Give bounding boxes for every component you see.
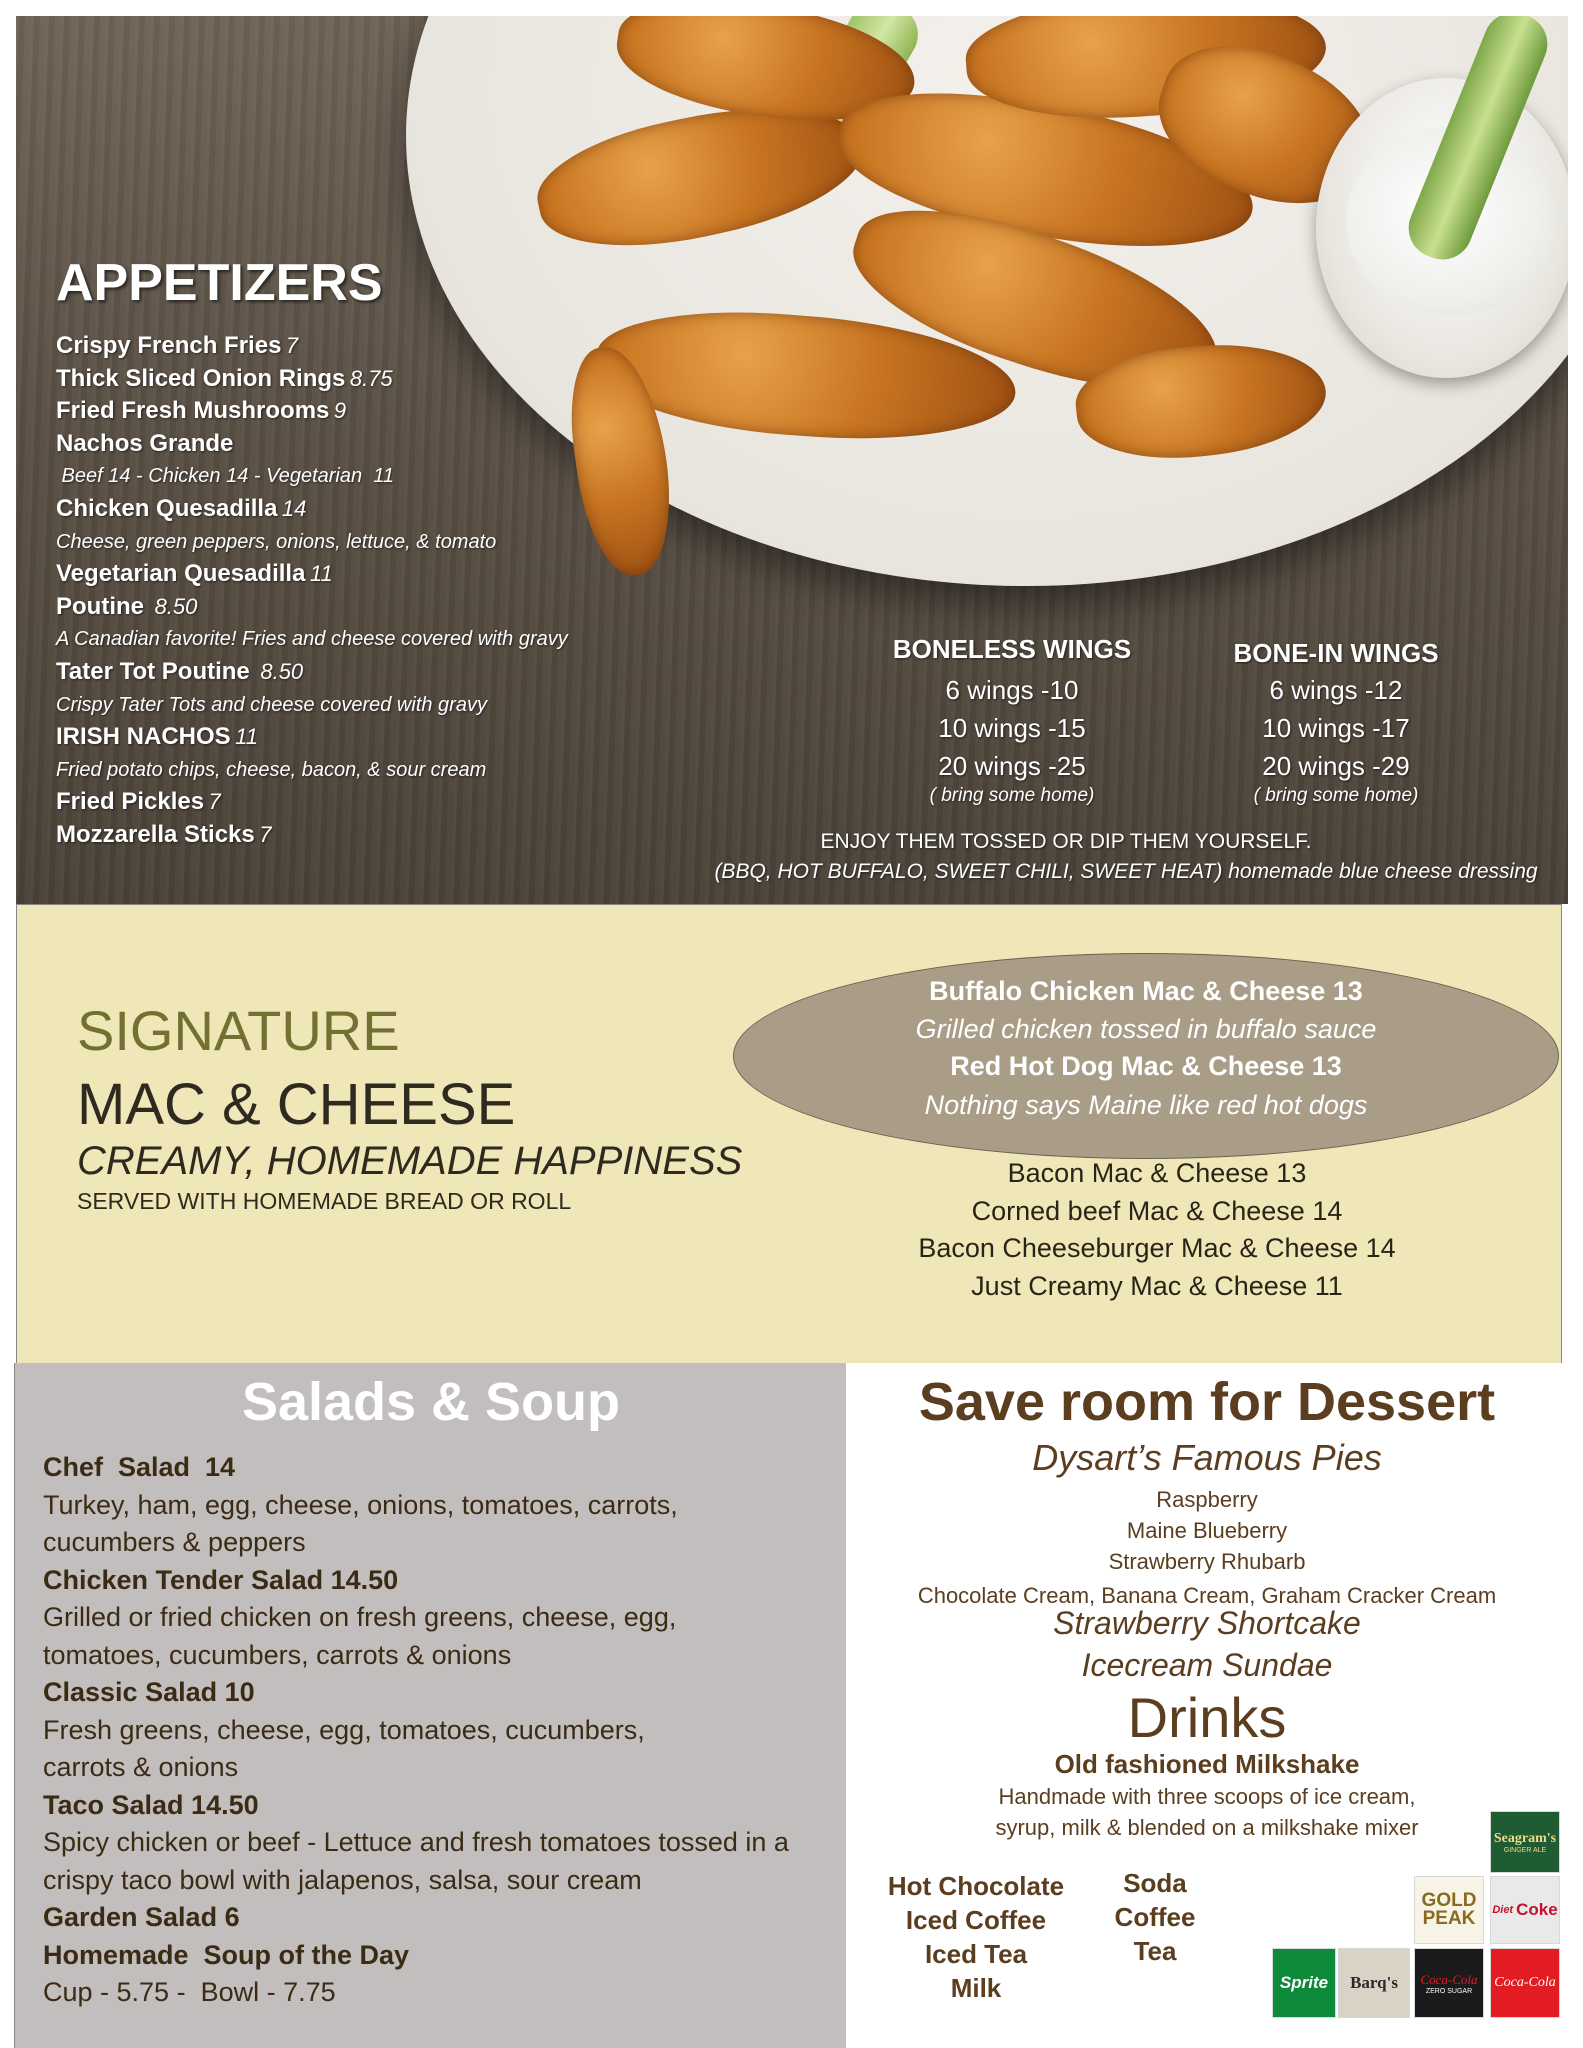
item-price: 7 <box>259 821 272 847</box>
gold-peak-logo <box>1414 1876 1484 1944</box>
appetizer-description <box>56 754 568 787</box>
drinks-column-1 <box>876 1869 1076 2005</box>
appetizer-item <box>56 721 568 754</box>
item-name: Crispy French Fries <box>56 332 282 359</box>
item-price: 8.50 <box>148 593 198 619</box>
dessert-title: Save room for Dessert <box>918 1372 1496 1432</box>
featured-mac-oval <box>733 953 1559 1159</box>
featured-item-description: Nothing says Maine like red hot dogs <box>924 1090 1368 1120</box>
bone-in-wings-section <box>1186 638 1486 807</box>
coca-cola-zero-logo-subtext: ZERO SUGAR <box>1425 1987 1473 1995</box>
item-description: Fried potato chips, cheese, bacon, & sour cream <box>56 758 487 781</box>
appetizer-description <box>56 460 568 493</box>
wing-price-line: 6 wings -12 <box>1269 675 1403 705</box>
item-name: Nachos Grande <box>56 429 234 457</box>
sprite-logo <box>1272 1948 1336 2018</box>
coca-cola-logo-text: Coca-Cola <box>1494 1975 1556 1990</box>
appetizer-description <box>56 526 568 559</box>
wing-price-line: 6 wings -10 <box>945 675 1079 705</box>
wing-note: ( bring some home) <box>1253 785 1419 806</box>
item-name: Fried Fresh Mushrooms <box>56 397 330 425</box>
salad-description: Spicy chicken or beef - Lettuce and fresh tomatoes tossed in a <box>43 1827 789 1857</box>
salad-description: Turkey, ham, egg, cheese, onions, tomatoes, carrots, <box>43 1489 678 1520</box>
item-name: Vegetarian Quesadilla <box>56 560 306 588</box>
appetizer-item <box>56 656 568 689</box>
coca-cola-zero-logo-text: Coca-Cola <box>1420 1971 1478 1987</box>
pies-list <box>846 1484 1568 1611</box>
mac-title: MAC & CHEESE <box>77 1072 516 1137</box>
wing-price-line: 20 wings -25 <box>938 751 1086 781</box>
coca-cola-logo <box>1490 1948 1560 2018</box>
milkshake-desc-line: syrup, milk & blended on a milkshake mixer <box>995 1815 1419 1840</box>
item-name: Tater Tot Poutine <box>56 657 250 685</box>
appetizers-panel <box>16 16 1568 904</box>
pie-item: Chocolate Cream, Banana Cream, Graham Cracker Cream <box>917 1583 1497 1608</box>
mac-served-note: SERVED WITH HOMEMADE BREAD OR ROLL <box>77 1188 572 1214</box>
boneless-wings-title: BONELESS WINGS <box>892 634 1132 664</box>
pie-item: Raspberry <box>1156 1487 1258 1512</box>
drink-item: Milk <box>950 1973 1002 2003</box>
mac-item: Just Creamy Mac & Cheese 11 <box>971 1270 1343 1301</box>
seagrams-logo-subtext: GINGER ALE <box>1503 1846 1547 1854</box>
item-name: Thick Sliced Onion Rings <box>56 364 346 392</box>
mac-item: Bacon Mac & Cheese 13 <box>1007 1158 1307 1188</box>
salad-name: Chicken Tender Salad 14.50 <box>43 1564 399 1595</box>
sundae-item: Icecream Sundae <box>1081 1647 1333 1683</box>
pies-title: Dysart’s Famous Pies <box>1032 1437 1382 1478</box>
item-price: 8.75 <box>349 365 393 391</box>
gold-peak-logo-text: GOLD PEAK <box>1421 1890 1477 1929</box>
item-name: Chicken Quesadilla <box>56 494 278 522</box>
drinks-title: Drinks <box>1127 1686 1287 1749</box>
diet-coke-logo-text: Coke <box>1516 1900 1558 1919</box>
appetizer-item <box>56 395 568 428</box>
coca-cola-zero-logo <box>1414 1948 1484 2018</box>
mac-item: Bacon Cheeseburger Mac & Cheese 14 <box>918 1233 1396 1263</box>
item-description: A Canadian favorite! Fries and cheese covered with gravy <box>56 628 568 651</box>
item-description: Cheese, green peppers, onions, lettuce, & tomato <box>56 530 497 553</box>
salads-soup-panel <box>14 1363 847 2048</box>
salad-description: Grilled or fried chicken on fresh greens, cheese, egg, <box>43 1602 677 1632</box>
item-price: 11 <box>235 724 258 750</box>
appetizer-item <box>56 558 568 591</box>
appetizer-item <box>56 330 568 363</box>
appetizer-item <box>56 819 568 852</box>
diet-coke-logo-prefix: Diet <box>1492 1904 1514 1916</box>
seagrams-logo <box>1490 1811 1560 1873</box>
appetizers-title: APPETIZERS <box>56 254 383 312</box>
featured-item-name: Buffalo Chicken Mac & Cheese 13 <box>929 976 1363 1006</box>
item-description: Beef 14 - Chicken 14 - Vegetarian 11 <box>56 465 394 488</box>
barqs-logo <box>1338 1948 1410 2018</box>
bone-in-wings-title: BONE-IN WINGS <box>1233 638 1439 668</box>
appetizer-item <box>56 363 568 396</box>
drink-item: Tea <box>1133 1936 1177 1966</box>
salad-name: Garden Salad 6 <box>43 1902 240 1932</box>
drink-item: Soda <box>1123 1868 1187 1898</box>
signature-label: SIGNATURE <box>77 999 400 1062</box>
salad-name: Chef Salad 14 <box>43 1452 236 1482</box>
appetizer-item <box>56 493 568 526</box>
mac-and-cheese-panel <box>16 904 1562 1364</box>
item-description: Crispy Tater Tots and cheese covered with gravy <box>56 693 487 716</box>
wing-note: ( bring some home) <box>929 785 1095 806</box>
wing-price-line: 20 wings -29 <box>1262 751 1410 781</box>
item-price: 7 <box>285 333 299 358</box>
milkshake-description <box>846 1781 1568 1843</box>
item-price: 7 <box>208 789 221 815</box>
item-price: 14 <box>281 495 307 521</box>
mac-list <box>897 1155 1417 1305</box>
milkshake-title: Old fashioned Milkshake <box>1054 1749 1360 1779</box>
featured-item-description: Grilled chicken tossed in buffalo sauce <box>915 1014 1377 1044</box>
wings-sauces-text: (BBQ, HOT BUFFALO, SWEET CHILI, SWEET HEAT) homemade blue cheese dressing <box>714 860 1538 883</box>
appetizer-item <box>56 786 568 819</box>
salad-name: Classic Salad 10 <box>43 1677 255 1707</box>
salads-list <box>43 1449 843 2012</box>
diet-coke-logo <box>1490 1876 1560 1944</box>
salad-name: Taco Salad 14.50 <box>43 1789 259 1820</box>
dessert-drinks-panel <box>846 1363 1568 2048</box>
drink-item: Iced Coffee <box>905 1905 1047 1935</box>
salad-description: crispy taco bowl with jalapenos, salsa, sour cream <box>43 1864 642 1895</box>
drink-item: Coffee <box>1114 1902 1196 1932</box>
item-price: 8.50 <box>254 658 304 684</box>
item-name: Poutine <box>56 592 144 620</box>
item-price: 11 <box>309 561 333 587</box>
shortcake-item: Strawberry Shortcake <box>1053 1605 1361 1641</box>
mac-item: Corned beef Mac & Cheese 14 <box>971 1195 1343 1226</box>
appetizer-description <box>56 623 568 656</box>
salad-description: carrots & onions <box>43 1752 239 1782</box>
appetizer-description <box>56 689 568 722</box>
wing-price-line: 10 wings -17 <box>1262 713 1410 743</box>
appetizer-item <box>56 591 568 624</box>
salad-description: tomatoes, cucumbers, carrots & onions <box>43 1639 512 1670</box>
drink-item: Iced Tea <box>924 1939 1028 1969</box>
sprite-logo-text: Sprite <box>1279 1973 1329 1992</box>
mac-subtitle: CREAMY, HOMEMADE HAPPINESS <box>77 1139 743 1183</box>
soup-name: Homemade Soup of the Day <box>43 1939 410 1970</box>
featured-item-name: Red Hot Dog Mac & Cheese 13 <box>950 1051 1342 1081</box>
appetizer-item <box>56 428 568 461</box>
item-name: Mozzarella Sticks <box>56 820 255 848</box>
salad-description: cucumbers & peppers <box>43 1527 306 1557</box>
salad-description: Fresh greens, cheese, egg, tomatoes, cucumbers, <box>43 1714 645 1745</box>
pie-item: Maine Blueberry <box>1126 1518 1288 1543</box>
boneless-wings-section <box>862 634 1162 807</box>
drink-item: Hot Chocolate <box>887 1871 1065 1901</box>
milkshake-desc-line: Handmade with three scoops of ice cream, <box>998 1784 1416 1809</box>
wing-price-line: 10 wings -15 <box>938 713 1086 743</box>
seagrams-logo-text: Seagram's <box>1493 1830 1557 1846</box>
wings-enjoy-text: ENJOY THEM TOSSED OR DIP THEM YOURSELF. <box>820 830 1312 853</box>
item-name: IRISH NACHOS <box>56 723 231 751</box>
pie-item: Strawberry Rhubarb <box>1108 1549 1306 1574</box>
salads-title: Salads & Soup <box>241 1372 621 1432</box>
barqs-logo-text: Barq's <box>1350 1973 1398 1992</box>
soup-prices: Cup - 5.75 - Bowl - 7.75 <box>43 1977 336 2007</box>
item-price: 9 <box>333 398 347 424</box>
appetizers-list <box>56 330 568 852</box>
drinks-column-2 <box>1090 1866 1220 1968</box>
item-name: Fried Pickles <box>56 788 205 816</box>
